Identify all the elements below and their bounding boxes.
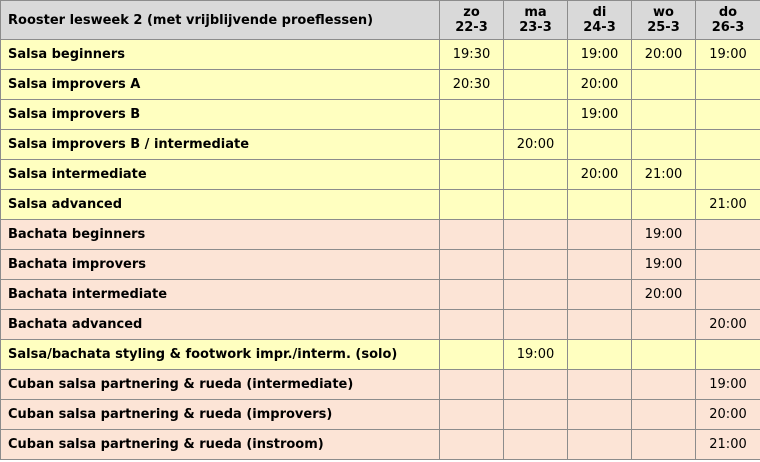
time-cell (504, 430, 568, 460)
header-row (1, 1, 760, 40)
time-cell (504, 100, 568, 130)
time-cell (568, 340, 632, 370)
time-cell (440, 370, 504, 400)
time-cell (696, 100, 760, 130)
time-cell (632, 100, 696, 130)
time-cell (504, 220, 568, 250)
course-name: Salsa advanced (1, 190, 440, 220)
time-cell (632, 70, 696, 100)
time-cell: 19:30 (440, 40, 504, 70)
time-cell (504, 250, 568, 280)
time-cell (632, 370, 696, 400)
time-cell (504, 280, 568, 310)
time-cell (504, 70, 568, 100)
time-cell (696, 280, 760, 310)
time-cell (504, 370, 568, 400)
course-row (1, 430, 760, 460)
time-cell (504, 160, 568, 190)
time-cell (568, 220, 632, 250)
time-cell: 19:00 (696, 370, 760, 400)
time-cell: 20:00 (696, 400, 760, 430)
time-cell: 19:00 (696, 40, 760, 70)
day-name: do (718, 5, 738, 20)
time-cell: 20:00 (504, 130, 568, 160)
course-row (1, 340, 760, 370)
time-cell (568, 190, 632, 220)
day-date: 25-3 (647, 20, 680, 35)
time-cell (696, 250, 760, 280)
day-header (696, 1, 760, 40)
time-cell (504, 400, 568, 430)
time-cell (504, 310, 568, 340)
course-name: Salsa improvers B / intermediate (1, 130, 440, 160)
time-cell (440, 160, 504, 190)
time-cell (440, 340, 504, 370)
time-cell: 21:00 (696, 190, 760, 220)
day-header (568, 1, 632, 40)
day-date: 24-3 (583, 20, 616, 35)
time-cell: 19:00 (632, 250, 696, 280)
time-cell (696, 70, 760, 100)
time-cell (568, 310, 632, 340)
time-cell (440, 310, 504, 340)
time-cell (440, 280, 504, 310)
course-name: Bachata intermediate (1, 280, 440, 310)
time-cell (632, 130, 696, 160)
time-cell (440, 100, 504, 130)
day-name: wo (653, 5, 674, 20)
time-cell (632, 430, 696, 460)
time-cell (632, 400, 696, 430)
course-row (1, 100, 760, 130)
time-cell (440, 430, 504, 460)
course-row (1, 370, 760, 400)
course-row (1, 190, 760, 220)
time-cell (440, 400, 504, 430)
time-cell (696, 340, 760, 370)
time-cell (632, 310, 696, 340)
time-cell (632, 340, 696, 370)
time-cell: 20:30 (440, 70, 504, 100)
course-row (1, 220, 760, 250)
day-header (632, 1, 696, 40)
day-name: di (592, 5, 607, 20)
course-name: Bachata advanced (1, 310, 440, 340)
time-cell: 19:00 (568, 100, 632, 130)
time-cell: 19:00 (568, 40, 632, 70)
course-name: Cuban salsa partnering & rueda (improvers) (1, 400, 440, 430)
day-header (504, 1, 568, 40)
time-cell (568, 370, 632, 400)
time-cell (504, 40, 568, 70)
time-cell: 21:00 (632, 160, 696, 190)
time-cell (568, 430, 632, 460)
course-row (1, 280, 760, 310)
time-cell (696, 160, 760, 190)
time-cell: 19:00 (504, 340, 568, 370)
day-name: ma (524, 5, 547, 20)
course-row (1, 130, 760, 160)
course-name: Salsa improvers B (1, 100, 440, 130)
time-cell (440, 220, 504, 250)
time-cell (504, 190, 568, 220)
course-row (1, 160, 760, 190)
day-date: 26-3 (711, 20, 745, 35)
time-cell: 21:00 (696, 430, 760, 460)
time-cell: 20:00 (632, 280, 696, 310)
time-cell (440, 250, 504, 280)
time-cell (696, 130, 760, 160)
time-cell (568, 400, 632, 430)
time-cell (568, 250, 632, 280)
time-cell (696, 220, 760, 250)
course-row (1, 310, 760, 340)
day-date: 23-3 (519, 20, 552, 35)
course-name: Cuban salsa partnering & rueda (intermediate) (1, 370, 440, 400)
time-cell (632, 190, 696, 220)
day-date: 22-3 (455, 20, 488, 35)
course-name: Salsa/bachata styling & footwork impr./interm. (solo) (1, 340, 440, 370)
time-cell (440, 130, 504, 160)
course-name: Salsa intermediate (1, 160, 440, 190)
time-cell: 20:00 (568, 70, 632, 100)
course-name: Salsa improvers A (1, 70, 440, 100)
schedule-body (1, 40, 760, 460)
course-row (1, 250, 760, 280)
course-row (1, 70, 760, 100)
course-row (1, 400, 760, 430)
time-cell: 19:00 (632, 220, 696, 250)
time-cell (568, 280, 632, 310)
time-cell: 20:00 (632, 40, 696, 70)
course-name: Cuban salsa partnering & rueda (instroom) (1, 430, 440, 460)
course-row (1, 40, 760, 70)
day-name: zo (463, 5, 480, 20)
time-cell: 20:00 (696, 310, 760, 340)
course-name: Bachata improvers (1, 250, 440, 280)
course-name: Bachata beginners (1, 220, 440, 250)
time-cell: 20:00 (568, 160, 632, 190)
time-cell (440, 190, 504, 220)
schedule-title: Rooster lesweek 2 (met vrijblijvende proeflessen) (1, 1, 440, 40)
course-name: Salsa beginners (1, 40, 440, 70)
day-header (440, 1, 504, 40)
time-cell (568, 130, 632, 160)
